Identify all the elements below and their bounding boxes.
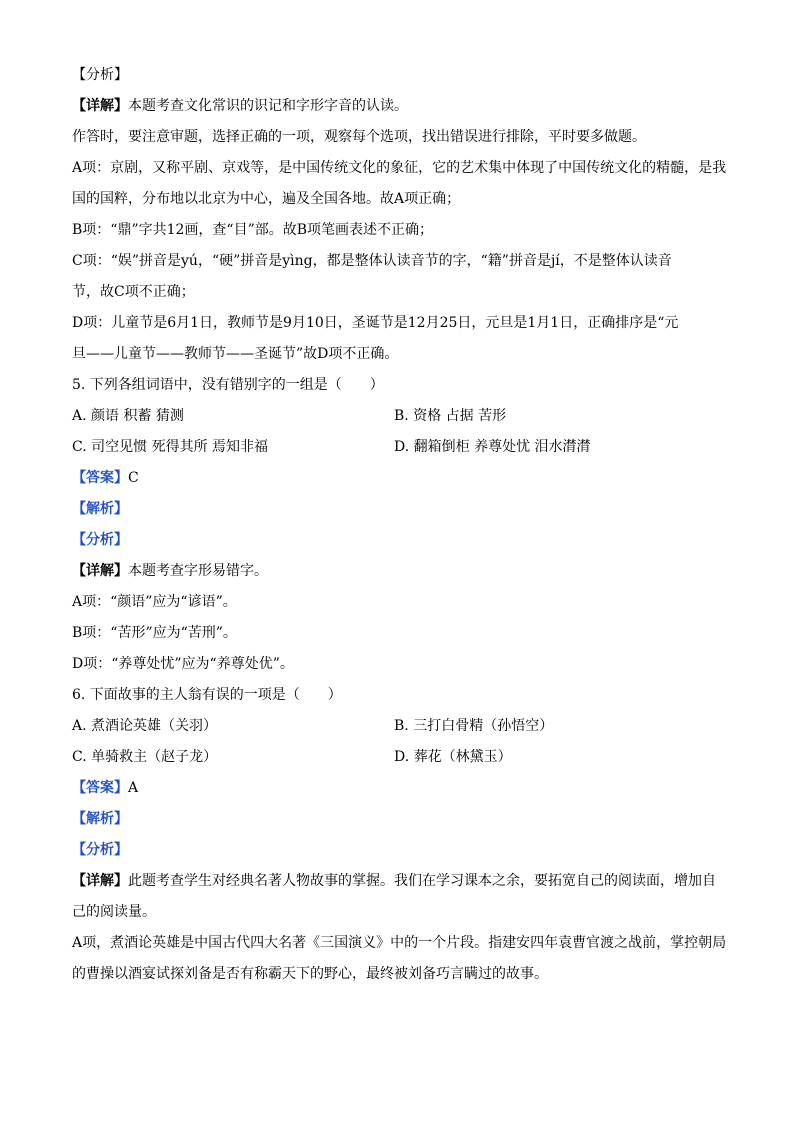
question-5-option-d-fix: D项：“养尊处忧”应为“养尊处优”。 [72,656,294,672]
option-c-explanation: C项：“娱”拼音是yú，“硬”拼音是yìng，都是整体认读音节的字，“籍”拼音是jí，不是整体认读音 [72,253,672,269]
question-6-option-a-explanation-cont: 的曹操以酒宴试探刘备是否有称霸天下的野心，最终被刘备巧言瞒过的故事。 [72,966,548,982]
answer-tag: 【答案】 [72,780,128,796]
paragraph-line: 作答时，要注意审题，选择正确的一项，观察每个选项，找出错误进行排除，平时要多做题。 [72,129,646,145]
question-6-detail-line-cont: 己的阅读量。 [72,904,156,920]
answer-value: A [128,780,139,796]
question-6-option-c: C. 单骑救主（赵子龙） [72,749,218,765]
question-6-options-row-2 [72,742,722,773]
explanation-tag: 【解析】 [72,501,128,517]
question-5-option-b-fix: B项：“苦形”应为“苦刑”。 [72,625,237,641]
question-5-option-b: B. 资格 占据 苦形 [394,408,507,424]
question-6-detail-line [72,866,722,897]
question-5-analysis-heading [72,525,722,556]
question-5-options-row-2 [72,432,722,463]
question-6-option-b: B. 三打白骨精（孙悟空） [394,718,554,734]
analysis-heading [72,60,722,91]
answer-tag: 【答案】 [72,470,128,486]
analysis-tag: 【分析】 [72,67,128,83]
detail-tag: 【详解】 [72,563,128,579]
answer-value: C [128,470,139,486]
option-d-explanation: D项：儿童节是6月1日，教师节是9月10日，圣诞节是12月25日，元旦是1月1日，正确排序是“元 [72,315,679,331]
question-5-detail-line [72,556,722,587]
detail-text: 本题考查字形易错字。 [128,563,268,579]
detail-text: 本题考查文化常识的识记和字形字音的认读。 [128,98,408,114]
explanation-tag: 【解析】 [72,811,128,827]
detail-tag: 【详解】 [72,873,128,889]
option-a-explanation: A项：京剧，又称平剧、京戏等，是中国传统文化的象征，它的艺术集中体现了中国传统文化的精髓，是我 [72,160,727,176]
question-5-answer [72,463,722,494]
question-5-stem: 5. 下列各组词语中，没有错别字的一组是（ ） [72,377,384,393]
option-d-explanation-cont: 旦——儿童节——教师节——圣诞节”故D项不正确。 [72,346,399,362]
question-6-option-d: D. 葬花（林黛玉） [394,749,512,765]
question-6-analysis-heading [72,835,722,866]
question-5-option-d: D. 翻箱倒柜 养尊处忧 泪水潸潸 [394,439,591,455]
option-b-explanation: B项：“鼎”字共12画，查“目”部。故B项笔画表述不正确； [72,222,434,238]
option-c-explanation-cont: 节，故C项不正确； [72,284,195,300]
analysis-tag: 【分析】 [72,532,128,548]
question-6-answer [72,773,722,804]
detail-line [72,91,722,122]
question-5-option-c: C. 司空见惯 死得其所 焉知非福 [72,439,269,455]
document-page [72,60,727,990]
detail-text: 此题考查学生对经典名著人物故事的掌握。我们在学习课本之余，要拓宽自己的阅读面，增加自 [128,873,716,889]
question-6-explanation-heading [72,804,722,835]
question-5-explanation-heading [72,494,722,525]
question-6-stem: 6. 下面故事的主人翁有误的一项是（ ） [72,687,342,703]
question-6-option-a: A. 煮酒论英雄（关羽） [72,718,218,734]
analysis-tag: 【分析】 [72,842,128,858]
question-6-option-a-explanation: A项，煮酒论英雄是中国古代四大名著《三国演义》中的一个片段。指建安四年袁曹官渡之战前，掌控朝局 [72,935,727,951]
detail-tag: 【详解】 [72,98,128,114]
question-5-options-row-1 [72,401,722,432]
question-6-options-row-1 [72,711,722,742]
question-5-option-a-fix: A项：“颜语”应为“谚语”。 [72,594,237,610]
question-5-option-a: A. 颜语 积蓄 猜测 [72,408,184,424]
option-a-explanation-cont: 国的国粹，分布地以北京为中心，遍及全国各地。故A项正确； [72,191,461,207]
